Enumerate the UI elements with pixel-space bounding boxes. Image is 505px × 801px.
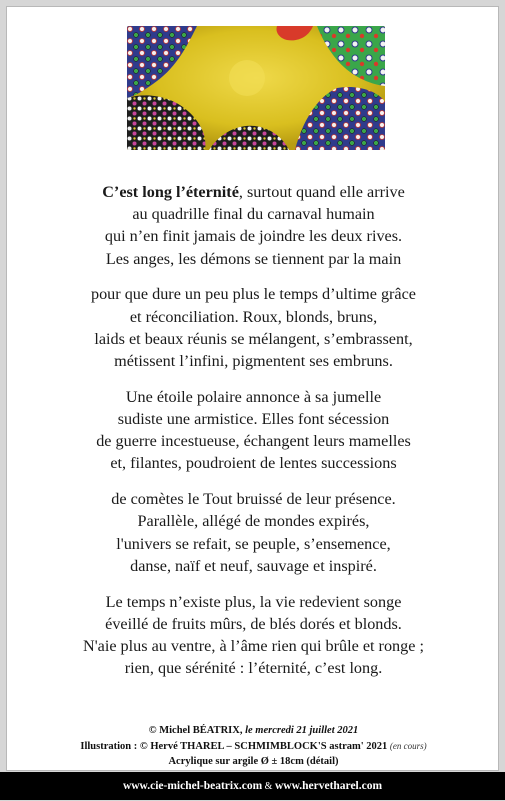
poem-line: Les anges, les démons se tiennent par la main (105, 249, 402, 268)
poem-line: et réconciliation. Roux, blonds, bruns, (129, 307, 378, 326)
stanza (7, 386, 500, 475)
author-credit (7, 723, 500, 739)
poem-line: et, filantes, poudroient de lentes successions (110, 454, 397, 473)
poem-title-phrase: C’est long l’éternité (102, 183, 239, 201)
poem-line: sudiste une armistice. Elles font sécession (117, 410, 390, 429)
work-status: (en cours) (389, 740, 427, 751)
poem-line: Une étoile polaire annonce à sa jumelle (125, 387, 382, 406)
poem-line: pour que dure un peu plus le temps d’ultime grâce (90, 285, 416, 304)
poem-line: éveillé de fruits mûrs, de blés dorés et blonds. (105, 614, 402, 633)
site-link-michel-beatrix[interactable]: www.cie-michel-beatrix.com (122, 780, 263, 792)
author-name: © Michel BÉATRIX, (148, 725, 246, 736)
poem-line: de comètes le Tout bruissé de leur présence. (111, 490, 396, 509)
poem-line: danse, naïf et neuf, sauvage et inspiré. (130, 556, 377, 575)
poem-card (6, 6, 499, 771)
medium-credit: Acrylique sur argile Ø ± 18cm (détail) (168, 756, 339, 767)
illustration-credit-text: Illustration : © Hervé THAREL – SCHMIMBLOCK'S astram' 2021 (80, 740, 390, 752)
poem-line: laids et beaux réunis se mélangent, s’embrassent, (94, 329, 413, 348)
poem-line: de guerre incestueuse, échangent leurs mamelles (96, 432, 411, 451)
footer-bar (0, 772, 505, 800)
poem-line: N'aie plus au ventre, à l’âme rien qui brûle et ronge ; (83, 637, 424, 656)
poem-line: l'univers se refait, se peuple, s’ensemence, (116, 534, 391, 553)
stanza (7, 283, 500, 372)
site-link-herve-tharel[interactable]: www.hervetharel.com (274, 780, 383, 792)
poem-line: Parallèle, allégé de mondes expirés, (137, 512, 370, 531)
stanza (7, 181, 500, 270)
stanza (7, 488, 500, 577)
poem-line: métissent l’infini, pigmentent ses embruns. (114, 352, 393, 371)
poem-line (7, 181, 500, 203)
stanza (7, 591, 500, 680)
poem-line: qui n’en finit jamais de joindre les deux rives. (104, 227, 403, 246)
poem (7, 181, 500, 693)
illustration-credit (7, 739, 500, 755)
poem-line-text: , surtout quand elle arrive (238, 183, 405, 201)
painted-sculpture-image (127, 26, 385, 150)
poem-line: rien, que sérénité : l’éternité, c’est long. (124, 659, 383, 678)
poem-date: le mercredi 21 juillet 2021 (245, 725, 359, 736)
footer-separator: & (262, 781, 275, 792)
poem-line: au quadrille final du carnaval humain (132, 205, 375, 224)
poem-line: Le temps n’existe plus, la vie redevient songe (105, 592, 402, 611)
credits (7, 723, 500, 770)
